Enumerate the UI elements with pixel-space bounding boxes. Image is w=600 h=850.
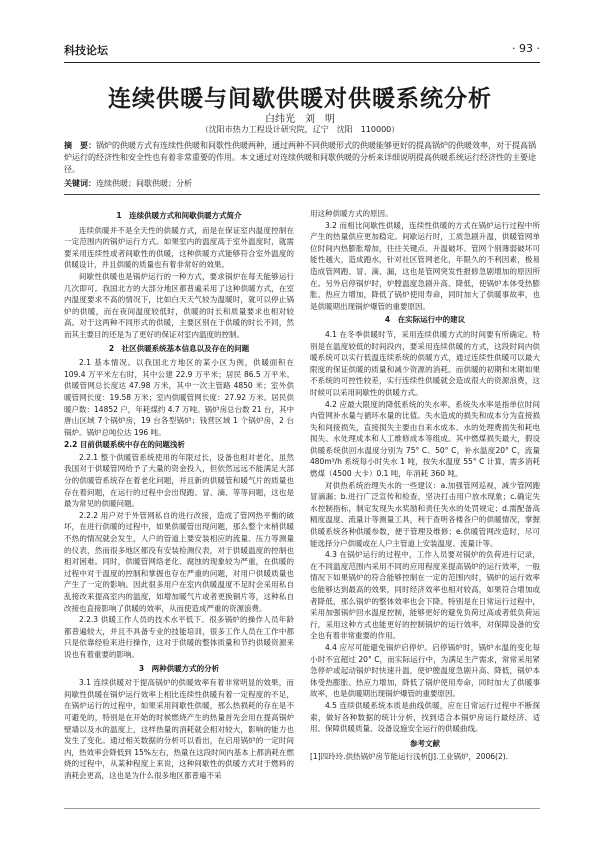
right-paragraph: 4.3 在锅炉运行的过程中，工作人员要对锅炉的负荷进行记录，在不同温度范围内采用不同的应用程度来提高锅炉的运行效率，一般情况下如果锅炉的符合能够控制在一定的范围内时，锅炉的运行效率也能够达到最高的效果，同时经济效率也相对较高，如果符合增加或者降低，那么锅炉的整体效率也会下降。特别是在日常运行过程中，采用加强锅炉回水温度控制，能够更好的避免负荷过高或者低负荷运行，采用这种方式也能更好的控制锅炉的运行效率，对保障设备的安全也有着非常重要的作用。: [310, 550, 540, 641]
reference-item: [1]四玲玲.供热锅炉房节能运行浅析[J].工业锅炉，2006(2).: [310, 752, 509, 762]
left-section-heading: 3 两种供暖方式的分析: [138, 663, 220, 673]
references-heading: 参考文献: [410, 738, 440, 748]
abstract-text: 锅炉的供暖方式有连续性供暖和间歇性供暖两种，通过两种不同供暖形式的供暖能够更好的提高锅炉的供暖效率，对于提高锅炉运行的经济性和安全性也有着非常重要的作用。本文通过对连续供暖和间歇供暖的分析来详细说明提高供暖系统运行经济性的主要途径。: [64, 141, 536, 174]
left-column: [64, 208, 294, 804]
left-paragraph: 2.2.1 整个供暖管系统使用的年限过长，设备也相对老化，虽然我国对于供暖管网给予了大量的资金投入，但依然远远不能满足大部分的供暖管系统存在着老化问题，并且新的供暖管和暖气片的质量也存在着问题，在运行的过程中会出现跑、冒、滴、等等问题，这也是最为常见的供暖问题。: [64, 452, 294, 509]
left-paragraph: 2.1 基本情况。以我国北方地区的某小区为例，供暖面积在109.4 万平米左右时，其中公建 22.9 万平米；居民 86.5 万平米。供暖管网总长度达 47.98 万米，其中一次主管路 4850 米；室外供暖管网长度：19.58 万米；室内供暖管网长度：27.92 万米。居民供暖户数：14852 户，年耗煤约 4.7 万吨。锅炉房总台数 21 台，其中唐山区域 7个锅炉房，19 台各型锅炉；钱营区域 1 个锅炉房，2 台锅炉。锅炉总吨位达 196 吨。: [64, 358, 294, 437]
abstract-label: 摘 要：: [64, 141, 96, 150]
affiliation: （沈阳市热力工程设计研究院，辽宁 沈阳 110000）: [200, 125, 400, 134]
left-paragraph: 2.2.2 用户对于外管网私自的进行改接，造成了管网热平衡的破坏，在进行供暖的过程中，如果供暖管出现问题，那么整个末梢供暖不热的情况就会发生，人户的管道上要安装相应的流量、压力等测量的仪表，然而很多地区都没有安装检测仪表，对于供暖温度的控制也相对困难。同时，供暖管网络老化、腐蚀的现象较为严重，在供暖的过程中对于温度的控制和掌握也存在严重的问题，对用户供暖质量也产生了一定的影响。因此很多用户在室内供暖温度不足时会采用私自乱接改来提高室内的温度，如增加暖气片或者更换铜片等，这种私自改接也直接影响了供暖的效率，从而使造成严重的资源浪费。: [64, 510, 294, 613]
authors: 白纬光 刘 明: [265, 114, 335, 125]
footer-rule: [64, 808, 540, 809]
right-paragraph: 4.2 应最大限度的降低系统的失水率。系统失水率是指单位时间内管网补水量与循环水量的比值。失水造成的损失和成本分为直接损失和间接损失，直接损失主要由自来水成本、水的处理费损失和耗电损失、水处理成本和人工维修成本等组成。其中燃煤损失最大，假设供暖系统供回水温度分别为 75° C、50° C，补水温度20° C，流量 480m³/h 系统每小时失水 1 吨，按失水温度 55° C 计算，需多消耗燃煤（4500 大卡）0.1 吨，年消耗 360 吨。: [310, 399, 540, 479]
page-number: · 93 ·: [512, 42, 540, 55]
right-paragraph: 4.1 在冬季供暖时节，采用连续供暖方式的时间要有所确定。特别是在温度较低的时间段内，要采用连续供暖的方式，这段时间内供暖系统可以实行低温连续系统的供暖方式，通过连续性供暖可以最大限度的保证供暖的质量和减少资源的消耗。而供暖的初期和末期如果不系统的可控性较差，实行连续性供暖就会造成很大的资源浪费，这时候可以采用间歇性的供暖方式。: [310, 329, 540, 397]
header-rule: [64, 62, 540, 63]
left-paragraph: 3.1 连续供暖对于提高锅炉的供暖效率有着非常明显的效果，而间歇性供暖在锅炉运行效率上相比连续性供暖有着一定程度的不足，在锅炉运行的过程中，如果采用间歇性供暖，那么热损耗的存在是不可避免的，特别是在开始的时候燃烧产生的热量首先会用在提高锅炉壁墙以及水的温度上，这样热量的消耗就会相对较大，影响的能力也发生了变化。通过相关数据的分析可以看出，在启用锅炉的一定时间内，热效率会降低到 15%左右，热量在这段时间内基本上都消耗在燃烧的过程中，从某种程度上来说，这种间歇性的供暖方式对于燃料的消耗会更高，这也是为什么很多地区都普遍不采: [64, 678, 294, 780]
right-section-heading: 4 在实际运行中的建议: [384, 315, 466, 325]
article-title: 连续供暖与间歇供暖对供暖系统分析: [108, 86, 492, 112]
left-paragraph: 间歇性供暖也是锅炉运行的一种方式，要求锅炉在每天能够运行几次即可。我国北方的大部分地区都普遍采用了这种供暖方式，在室内温度要求不高的情况下，比如白天天气较为温暖时，就可以停止锅炉的供暖，而在夜间温度较低时，供暖的时长和质量要求也相对较高。对于这两种不同形式的供暖，主要区别在于供暖的时长不同，然而其主要目的还是为了更好的保证对室内温度的控制。: [64, 271, 294, 339]
right-paragraph: 对供热系统治理失水的一些建议：a.加强管网巡视，减少管网跑冒滴漏；b.进行广泛宣传和检查，坚决打击用户放水现象；c.确定失水控制指标，制定发现失水奖励和责任失水的处罚规定；d.需配备高精度温度、流量计等测量工具，利于查明各楼各户的供暖情况，掌握供暖系统各种供暖参数，便于管理及维修；e.供暖管网改造时，尽可能选择分户供暖或在人户主管道上安装温度、流量计等。: [310, 480, 540, 548]
right-paragraph-continued: 用这种供暖方式的原因。: [310, 209, 393, 218]
right-column: [310, 208, 540, 804]
right-paragraph: 3.2 而相比间歇性供暖，连续性供暖的方式在锅炉运行过程中所产生的热量供应更加稳定。间歇运行时，工质急剧升温，供暖管网单位时间内热膨胀增加，往往关键点、升温破坏、管网个别薄弱破坏可能性越大，造成跑水，针对社区管网老化，年限久的不利因素，极易造成管网跑、冒、滴、漏，这也是管网突发性报修急剧增加的原因所在。另外启停锅炉时，炉膛温度急剧升高、降低，使锅炉本体受热膨胀、热应力增加，降低了锅炉使用寿命，同时加大了供暖事故率，也是供暖期出现锅炉爆管的重要原因。: [310, 220, 540, 311]
left-section-heading: 1 连续供暖方式和间歇供暖方式简介: [116, 211, 242, 220]
right-paragraph: 4.5 连续供暖系统本质是曲线供暖，应在日常运行过程中不断探索，做好各种数据的统计分析，找到适合本锅炉房运行最经济、适用、保障供暖质量、设备设施安全运行的供暖曲线。: [310, 700, 540, 734]
keywords-text: 连续供暖；间歇供暖；分析: [96, 179, 192, 188]
running-header: [64, 42, 540, 58]
left-subsection-heading: 2.2 目前供暖系统中存在的问题浅析: [64, 440, 185, 450]
journal-name: 科技论坛: [64, 44, 108, 57]
right-paragraph: 4.4 应尽可能避免锅炉启停炉。启停锅炉时，锅炉水温的变化每小时不宜超过 20° C，而实际运行中，为满足生产需求，常常采用紧急停炉或起动锅炉时快速升温，使炉膛温度急剧升高、降低，锅炉本体受热膨胀、热应力增加，降低了锅炉使用寿命，同时加大了供暖事故率，也是供暖期出现锅炉爆管的重要原因。: [310, 642, 540, 699]
left-paragraph: 2.2.3 供暖工作人员的技术水平低下。很多锅炉的操作人员年龄都普遍较大，并且不具备专业的技能培训，很多工作人员在工作中都只是依靠经验来进行操作，这对于供暖的整体质量和节约供暖资源来说也有着重要的影响。: [64, 615, 294, 659]
keywords: [64, 178, 542, 190]
abstract: [64, 140, 542, 176]
abstract-rule: [64, 194, 540, 195]
left-section-heading: 2 社区供暖系统基本信息以及存在的问题: [108, 343, 250, 353]
keywords-label: 关键词：: [64, 179, 96, 188]
left-paragraph: 连续供暖并不是全天性的供暖方式，而是在保证室内温度控制在一定范围内的锅炉运行方式。如果室内的温度高于室外温度时，就需要采用连续性或者间歇性的供暖，这种供暖方式能够符合室外温度的供暖设计，并且供暖的质量也有着非常好的效果。: [64, 225, 294, 270]
